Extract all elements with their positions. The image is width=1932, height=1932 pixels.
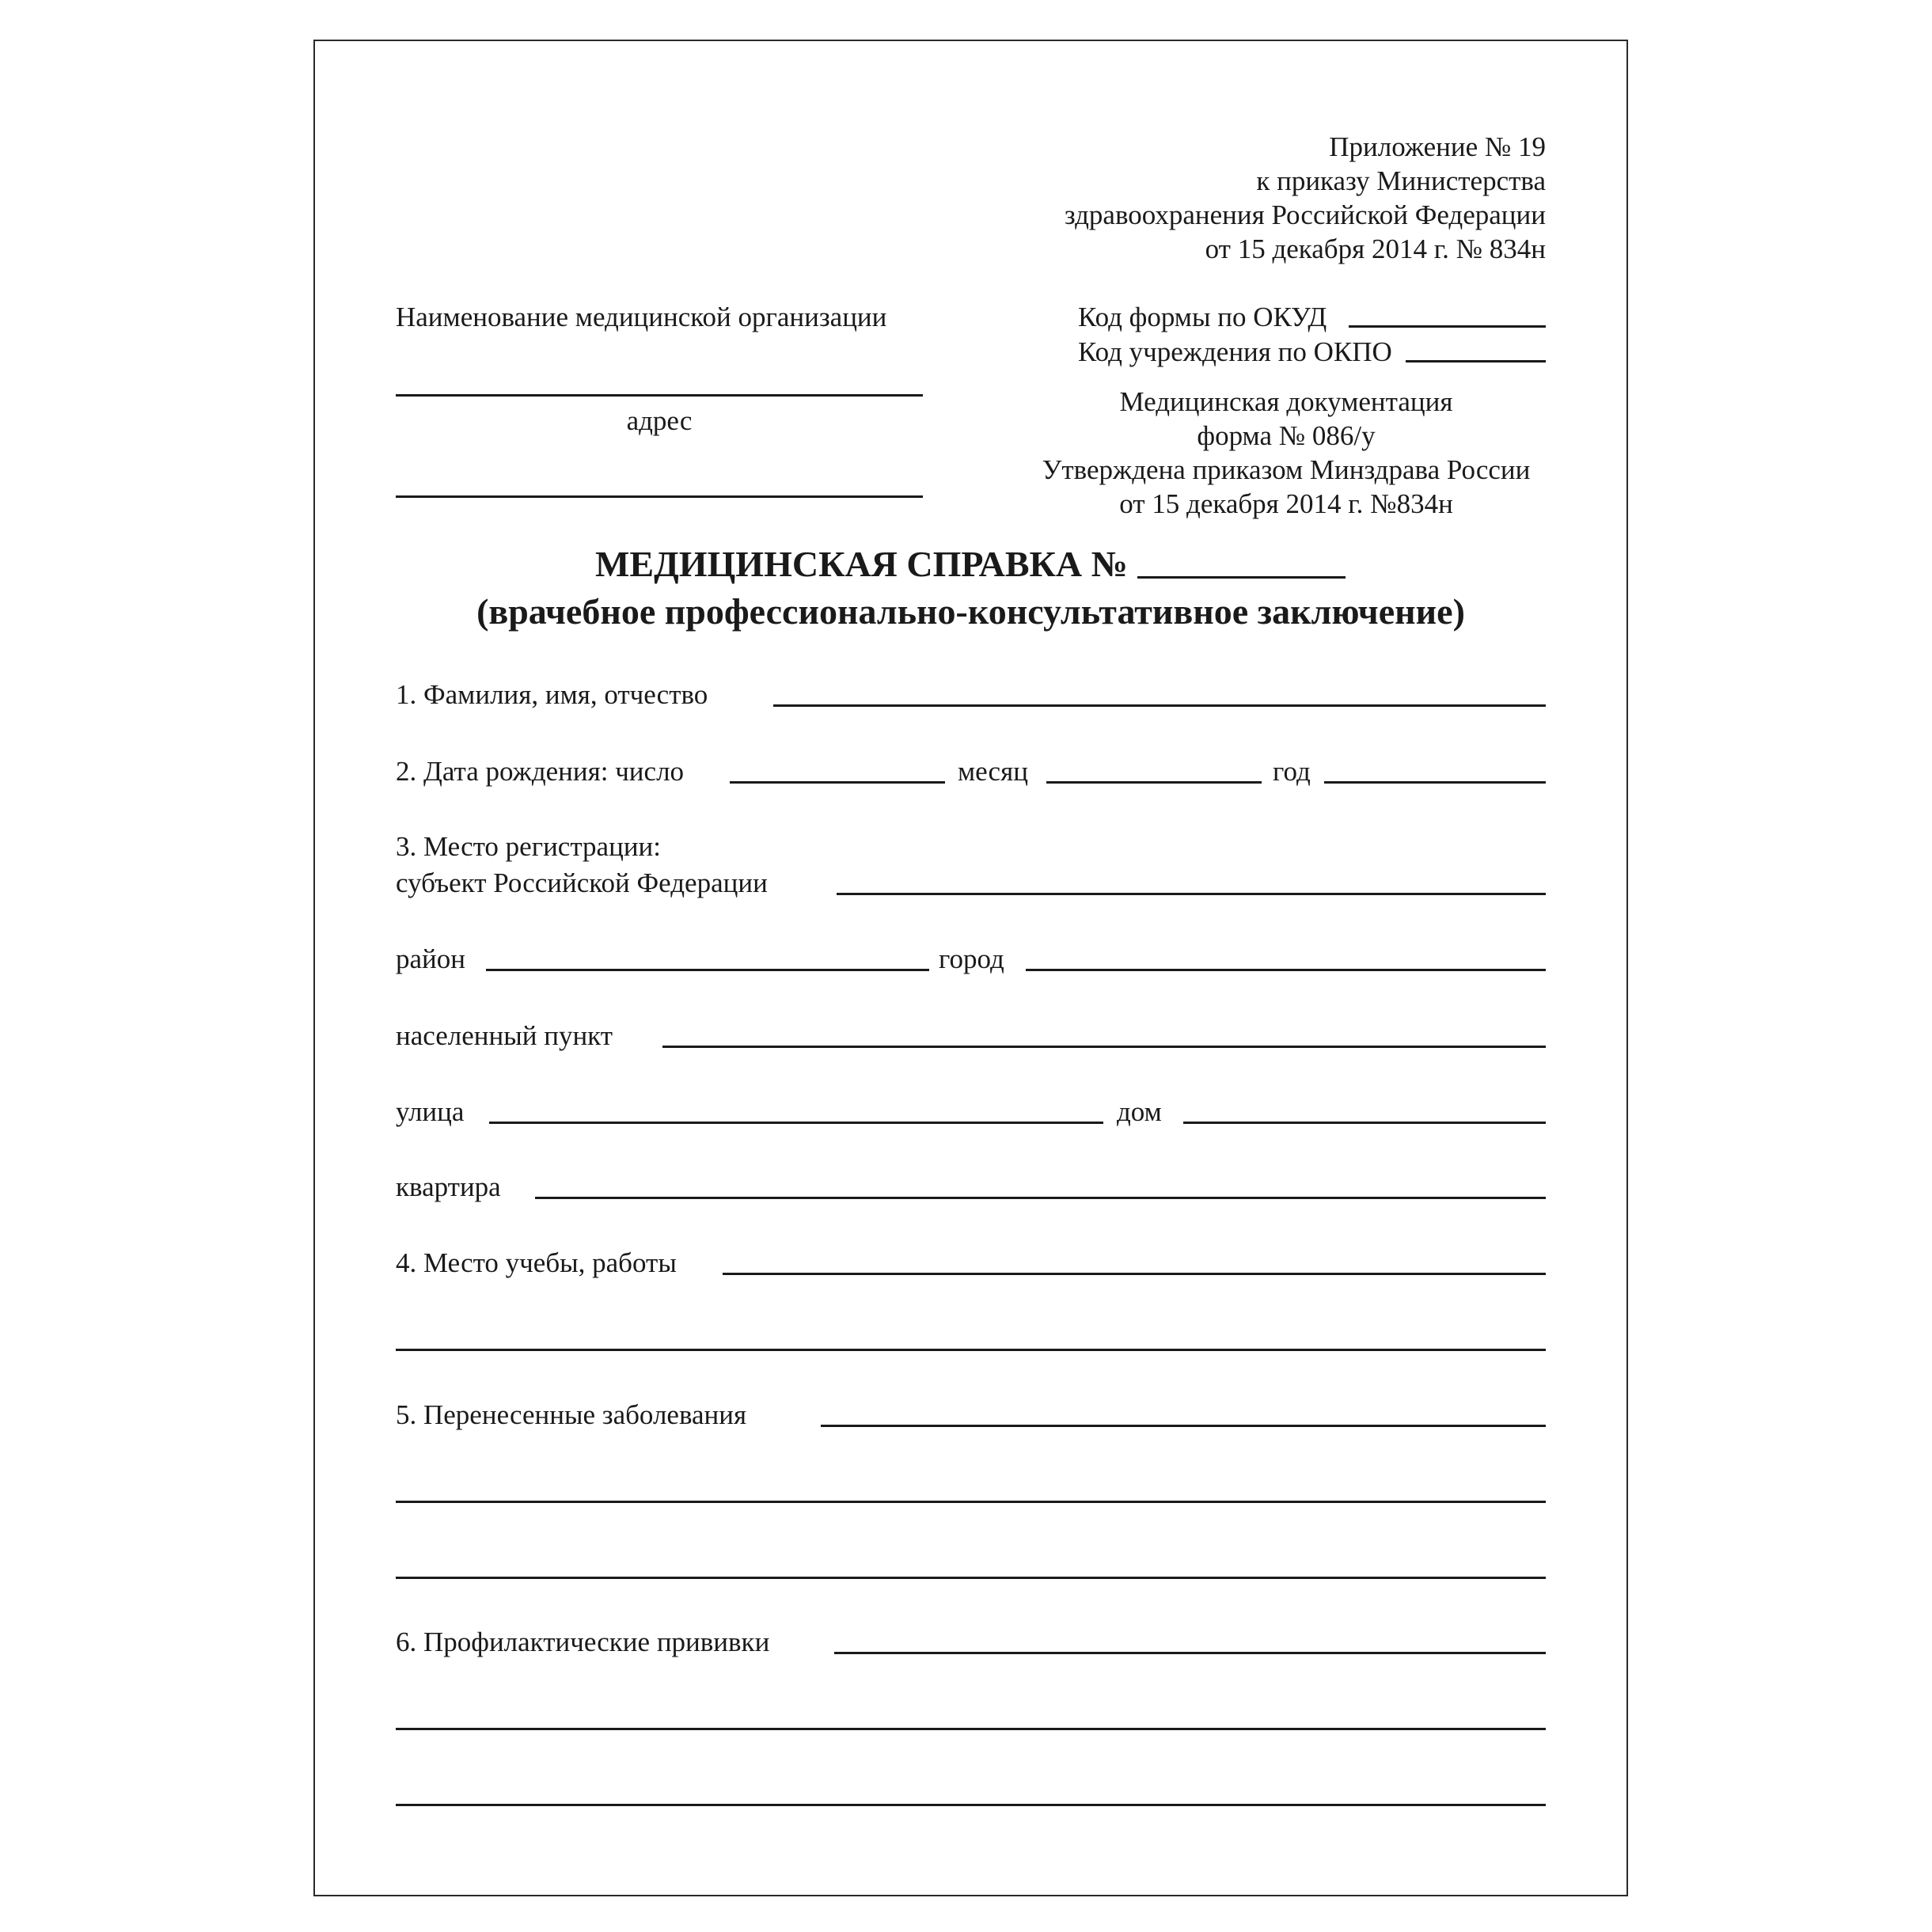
city-line[interactable] — [1026, 969, 1546, 971]
birth-year-line[interactable] — [1324, 781, 1546, 784]
vaccinations-label: 6. Профилактические прививки — [396, 1626, 770, 1657]
vaccinations-line-3[interactable] — [396, 1804, 1546, 1806]
house-line[interactable] — [1183, 1122, 1546, 1124]
district-label: район — [396, 943, 465, 974]
settlement-line[interactable] — [662, 1046, 1546, 1048]
diseases-label: 5. Перенесенные заболевания — [396, 1399, 747, 1430]
birth-month-line[interactable] — [1046, 781, 1262, 784]
birth-day-label: 2. Дата рождения: число — [396, 756, 685, 787]
subject-label: субъект Российской Федерации — [396, 867, 768, 898]
city-label: город — [939, 943, 1004, 974]
appendix-line-4: от 15 декабря 2014 г. № 834н — [1205, 233, 1546, 264]
work-line-1[interactable] — [723, 1273, 1546, 1275]
address-line[interactable] — [396, 495, 923, 498]
okpo-label: Код учреждения по ОКПО — [1078, 336, 1392, 367]
appendix-line-2: к приказу Министерства — [1256, 165, 1546, 196]
form-info-line-4: от 15 декабря 2014 г. №834н — [1119, 488, 1453, 519]
registration-label: 3. Место регистрации: — [396, 831, 662, 862]
vaccinations-line-1[interactable] — [834, 1652, 1546, 1654]
okpo-line[interactable] — [1406, 360, 1546, 362]
form-info-line-2: форма № 086/у — [1197, 420, 1376, 451]
street-line[interactable] — [489, 1122, 1103, 1124]
vaccinations-line-2[interactable] — [396, 1728, 1546, 1730]
okud-line[interactable] — [1349, 325, 1546, 328]
work-label: 4. Место учебы, работы — [396, 1247, 677, 1278]
form-info-line-1: Медицинская документация — [1119, 386, 1453, 417]
document-title: МЕДИЦИНСКАЯ СПРАВКА № — [595, 544, 1128, 584]
appendix-line-3: здравоохранения Российской Федерации — [1064, 199, 1546, 230]
subject-line[interactable] — [837, 893, 1546, 895]
form-info-line-3: Утверждена приказом Минздрава России — [1042, 454, 1531, 485]
certificate-number-line[interactable] — [1137, 576, 1346, 579]
settlement-label: населенный пункт — [396, 1020, 613, 1051]
appendix-line-1: Приложение № 19 — [1329, 131, 1546, 162]
address-label: адрес — [626, 405, 693, 436]
diseases-line-2[interactable] — [396, 1501, 1546, 1503]
house-label: дом — [1117, 1096, 1162, 1127]
diseases-line-1[interactable] — [821, 1425, 1546, 1427]
birth-year-label: год — [1273, 756, 1311, 787]
street-label: улица — [396, 1096, 465, 1127]
fio-line[interactable] — [773, 704, 1546, 707]
work-line-2[interactable] — [396, 1349, 1546, 1351]
apartment-label: квартира — [396, 1171, 501, 1202]
org-name-line[interactable] — [396, 394, 923, 397]
district-line[interactable] — [486, 969, 929, 971]
okud-label: Код формы по ОКУД — [1078, 302, 1327, 332]
birth-day-line[interactable] — [730, 781, 945, 784]
apartment-line[interactable] — [535, 1197, 1546, 1199]
fio-label: 1. Фамилия, имя, отчество — [396, 679, 708, 710]
diseases-line-3[interactable] — [396, 1577, 1546, 1579]
document-subtitle: (врачебное профессионально-консультативное заключение) — [476, 591, 1465, 632]
org-name-label: Наименование медицинской организации — [396, 302, 887, 332]
birth-month-label: месяц — [958, 756, 1028, 787]
